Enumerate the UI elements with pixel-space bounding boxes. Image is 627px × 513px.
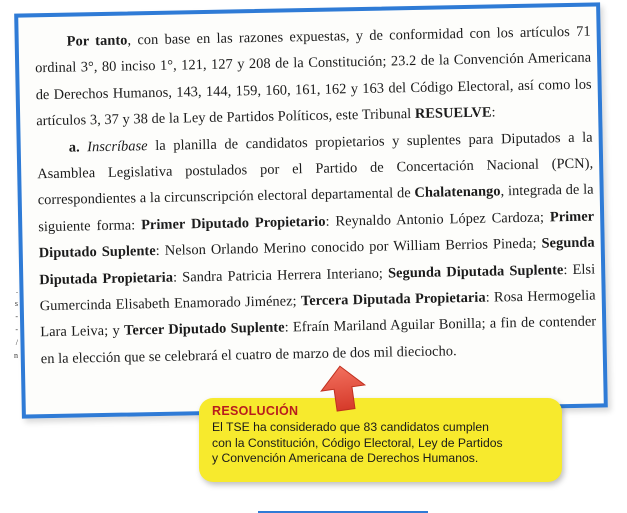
candidate-name: : Sandra Patricia Herrera Interiano; — [172, 265, 389, 286]
callout-line: con la Constitución, Código Electoral, Ley de Partidos — [212, 435, 503, 450]
callout-line: El TSE ha considerado que 83 candidatos cumplen — [212, 420, 489, 434]
paragraph-text: , integrada de la siguiente forma: — [38, 182, 594, 236]
paragraph-text: , con base en las razones expuestas, y de conformidad con los artículos 71 ordinal 3°, 80 inciso 1°, 121, 127 y 208 de la Constitución; 23.2 de la Convención Americana de Derechos Humanos, 143, 144, 159, 160, 161, 162 y 163 del Código Electoral, así como los artículos 3, 37 y 38 de la Ley de Partidos Políticos, este Tribunal — [35, 23, 592, 130]
margin-fragment: s — [14, 299, 18, 308]
callout-title: RESOLUCIÓN — [212, 404, 299, 418]
resolution-callout — [199, 398, 562, 482]
department-name: Chalatenango — [414, 183, 501, 202]
inscribase-word: Inscríbase — [87, 137, 148, 155]
callout-body — [212, 420, 552, 467]
item-letter: a. — [68, 139, 80, 156]
candidate-role: Segunda Diputada Propietaria — [39, 234, 595, 288]
candidate-name: : Reynaldo Antonio López Cardoza; — [325, 209, 551, 230]
resuelve-word: RESUELVE — [414, 104, 492, 123]
margin-fragment: / — [15, 338, 18, 347]
candidate-name: : Nelson Orlando Merino conocido por William Berrios Pineda; — [155, 235, 542, 260]
margin-fragment: - — [15, 312, 18, 321]
paragraph-por-tanto — [34, 19, 592, 135]
candidate-role: Segunda Diputada Suplente — [387, 261, 564, 282]
document-clipping — [14, 2, 608, 418]
candidate-role: Tercera Diputada Propietaria — [300, 289, 486, 310]
candidate-role: Primer Diputado Suplente — [38, 208, 595, 262]
paragraph-text: la planilla de candidatos propietarios y suplentes para Diputados a la Asamblea Legislativa postulados por el Partido de Concertación Nacional (PCN), correspondientes a la circunscripción electoral departamental de — [37, 129, 594, 209]
por-tanto-lead: Por tanto — [66, 32, 128, 50]
margin-fragment: n — [14, 351, 18, 360]
candidate-role: Primer Diputado Propietario — [140, 213, 326, 234]
candidate-name: : Efraín Mariland Aguilar Bonilla; a fin de contender en la elección que se celebrará el cuatro de marzo de dos mil dieciocho. — [40, 314, 597, 368]
paragraph-text: : — [491, 104, 496, 121]
candidate-role: Tercer Diputado Suplente — [123, 319, 285, 340]
margin-fragment: . — [16, 286, 18, 295]
margin-fragment: - — [15, 325, 18, 334]
pointer-arrow-icon — [318, 364, 368, 412]
candidate-name: : Elsi Gumercinda Elisabeth Enamorado Jiménez; — [39, 261, 596, 315]
paragraph-inscribase — [36, 124, 596, 372]
callout-line: y Convención Americana de Derechos Humanos. — [212, 451, 479, 465]
candidate-name: : Rosa Hermogelia Lara Leiva; y — [40, 287, 596, 341]
cropped-margin-text — [0, 284, 18, 362]
resolution-text — [34, 19, 596, 373]
